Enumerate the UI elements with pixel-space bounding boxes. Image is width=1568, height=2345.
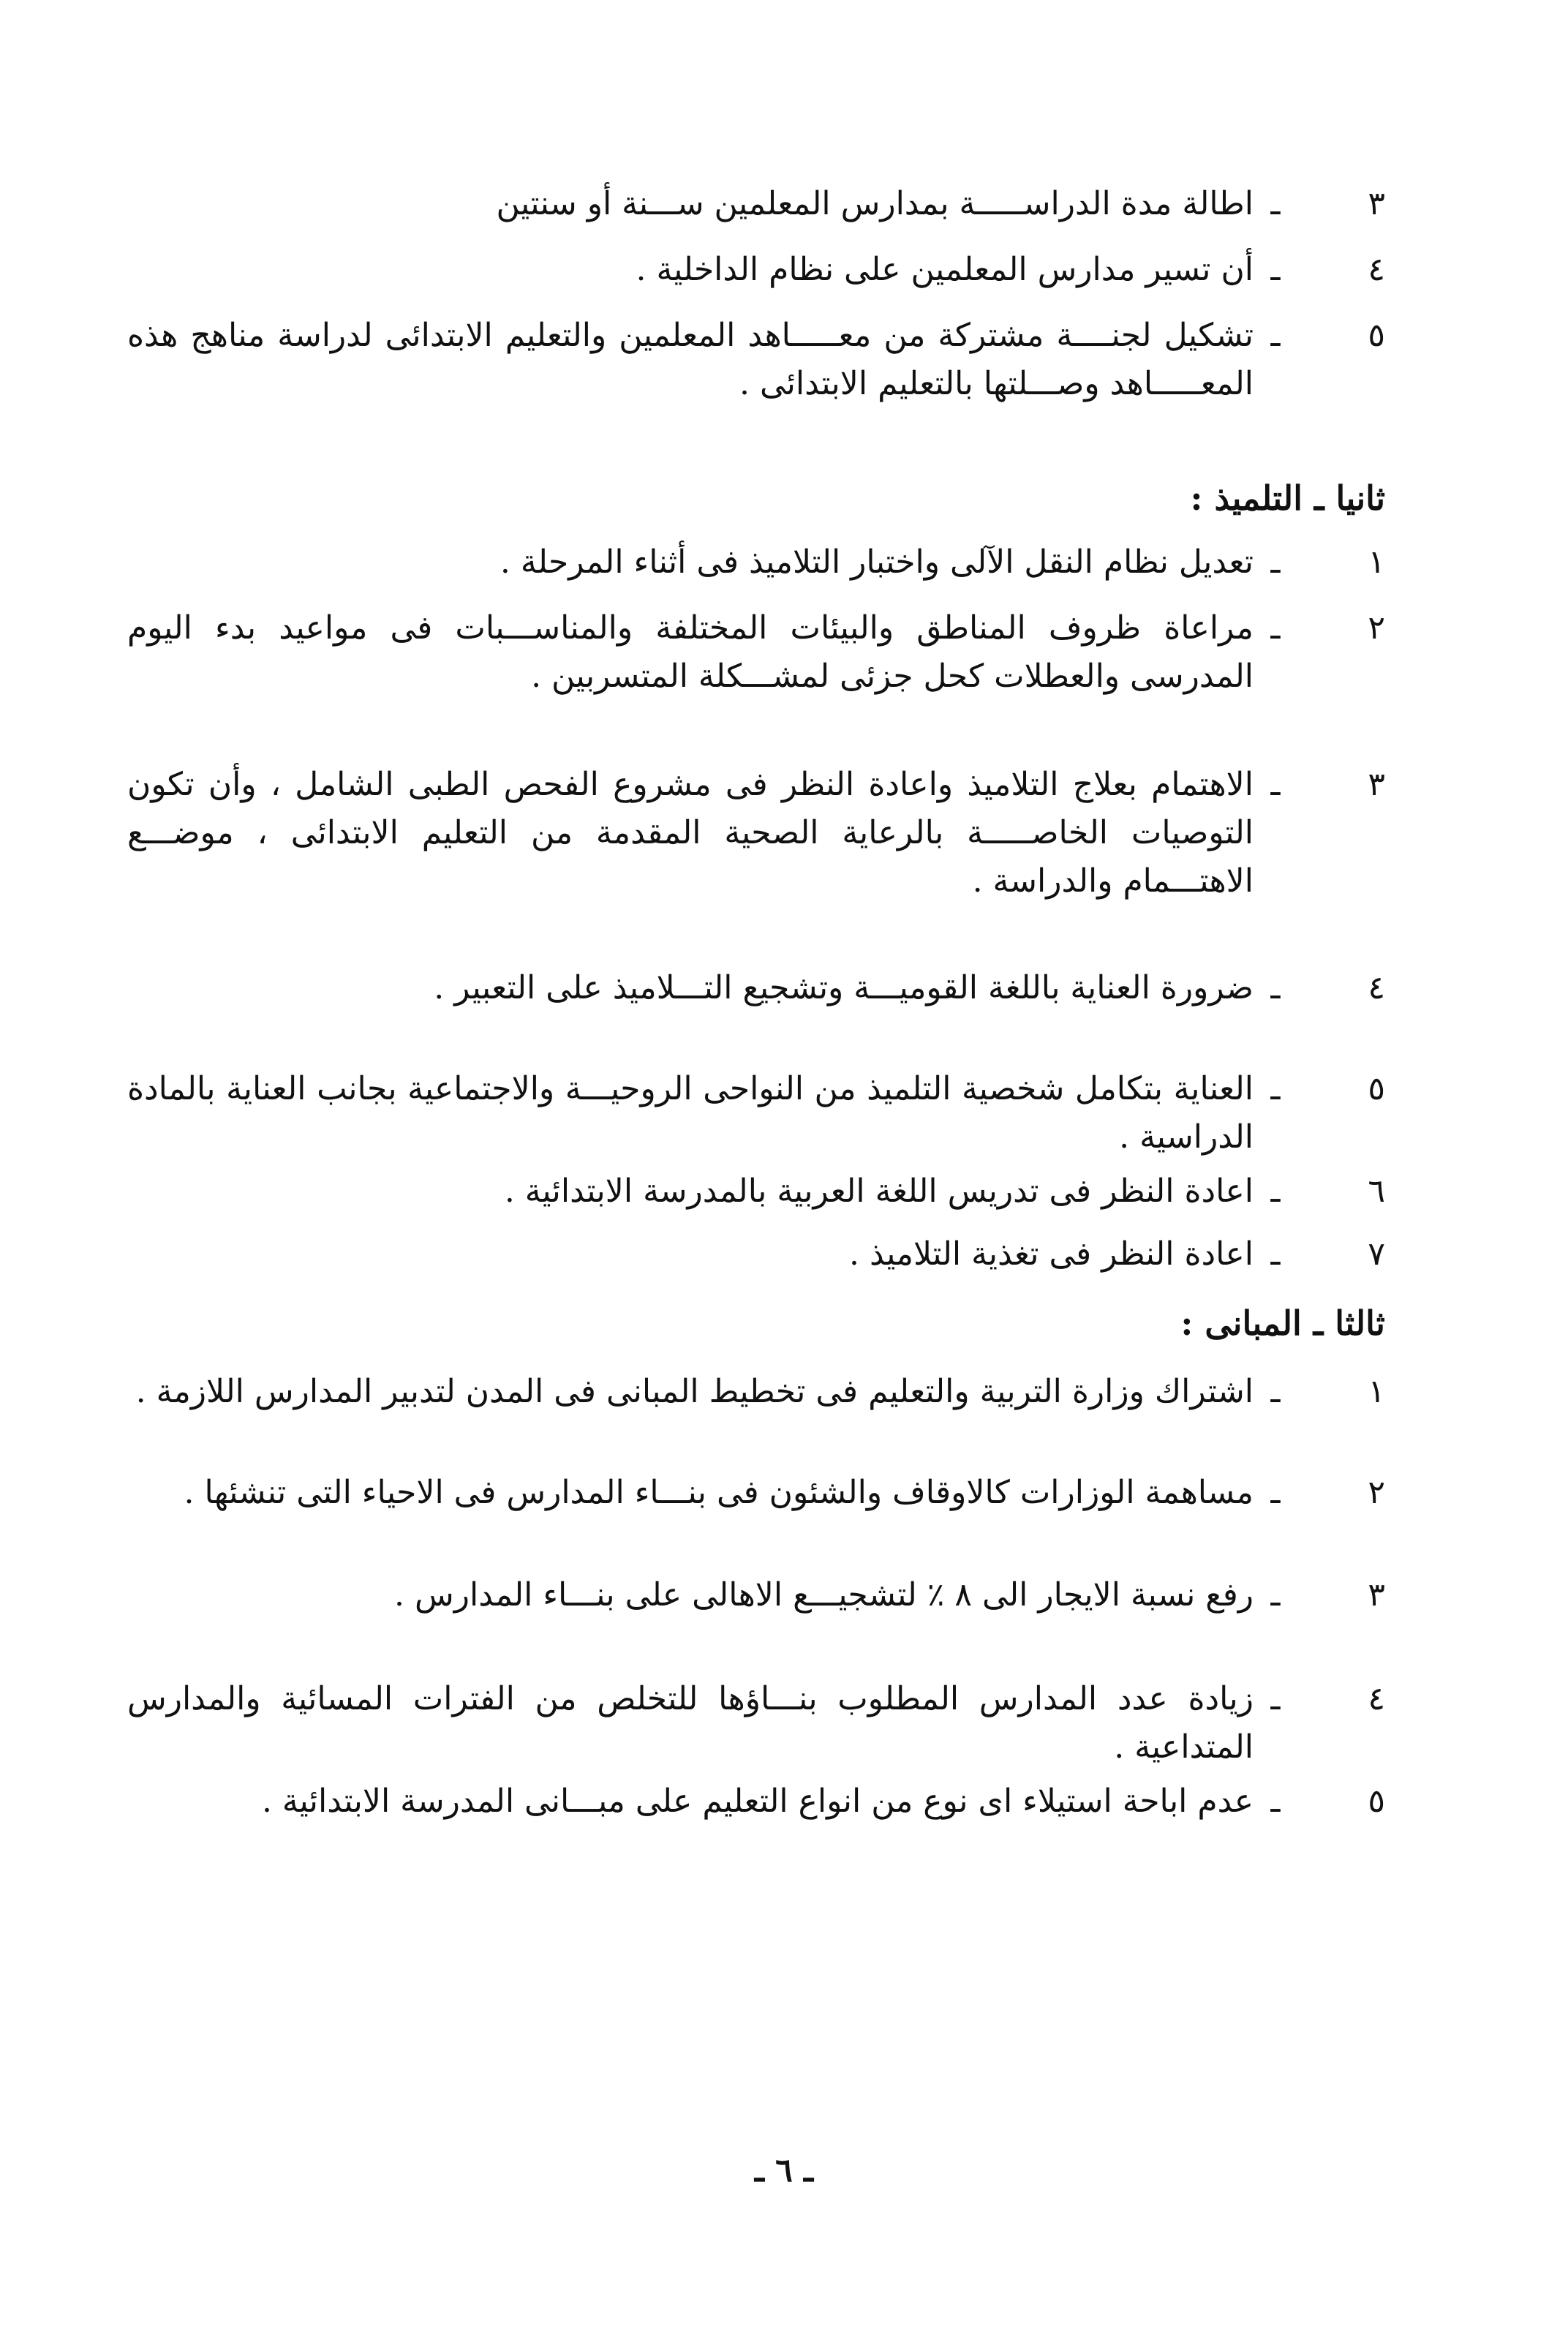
item-dash: ـ [1270, 609, 1281, 647]
item-dash: ـ [1270, 543, 1281, 581]
list-item [127, 1675, 1385, 1772]
item-dash: ـ [1270, 1235, 1281, 1273]
item-number: ٥ [1368, 317, 1385, 354]
item-number: ٢ [1368, 609, 1385, 647]
list-item [127, 1777, 1385, 1826]
page-number: ـ ٦ ـ [754, 2152, 814, 2189]
list-item [127, 1065, 1385, 1162]
item-number: ٢ [1368, 1474, 1385, 1511]
item-dash: ـ [1270, 185, 1281, 222]
item-number: ٧ [1368, 1235, 1385, 1273]
item-text: العناية بتكامل شخصية التلميذ من النواحى الروحيـــة والاجتماعية بجانب العناية بالمادة الدراسية . [127, 1070, 1254, 1156]
item-text: اطالة مدة الدراســـــة بمدارس المعلمين ســـنة أو سنتين [496, 185, 1254, 222]
list-item [127, 312, 1385, 408]
item-text: زيادة عدد المدارس المطلوب بنـــاؤها للتخلص من الفترات المسائية والمدارس المتداعية . [127, 1680, 1254, 1766]
item-text: مراعاة ظروف المناطق والبيئات المختلفة والمناســـبات فى مواعيد بدء اليوم المدرسى والعطلات كحل جزئى لمشـــكلة المتسربين . [127, 609, 1254, 695]
item-dash: ـ [1270, 1783, 1281, 1820]
list-item [127, 761, 1385, 906]
item-number: ١ [1368, 1373, 1385, 1410]
item-dash: ـ [1270, 1680, 1281, 1717]
item-text: تشكيل لجنــــة مشتركة من معـــــاهد المعلمين والتعليم الابتدائى لدراسة مناهج هذه المعـــــاهد وصـــلتها بالتعليم الابتدائى . [127, 317, 1254, 402]
item-dash: ـ [1270, 1373, 1281, 1410]
item-number: ٥ [1368, 1070, 1385, 1107]
item-dash: ـ [1270, 1474, 1281, 1511]
item-dash: ـ [1270, 1172, 1281, 1210]
list-item [127, 538, 1385, 587]
item-text: ضرورة العناية باللغة القوميـــة وتشجيع التـــلاميذ على التعبير . [434, 969, 1254, 1006]
item-number: ٥ [1368, 1783, 1385, 1820]
item-dash: ـ [1270, 766, 1281, 803]
item-number: ٣ [1368, 766, 1385, 803]
item-dash: ـ [1270, 251, 1281, 288]
item-text: اعادة النظر فى تدريس اللغة العربية بالمدرسة الابتدائية . [504, 1172, 1254, 1210]
item-number: ١ [1368, 543, 1385, 581]
list-item [127, 604, 1385, 701]
item-text: تعديل نظام النقل الآلى واختبار التلاميذ فى أثناء المرحلة . [500, 543, 1254, 581]
item-text: الاهتمام بعلاج التلاميذ واعادة النظر فى مشروع الفحص الطبى الشامل ، وأن تكون التوصيات الخاصـــــة بالرعاية الصحية المقدمة من التعليم الابتدائى ، موضـــع الاهتـــمام والدراسة . [127, 766, 1254, 900]
item-dash: ـ [1270, 1070, 1281, 1107]
list-item [127, 1167, 1385, 1216]
list-item [127, 964, 1385, 1012]
item-dash: ـ [1270, 969, 1281, 1006]
list-item [127, 1571, 1385, 1619]
item-number: ٦ [1368, 1172, 1385, 1210]
item-dash: ـ [1270, 317, 1281, 354]
section-heading-student: ثانيا ـ التلميذ : [1190, 478, 1385, 518]
section-heading-buildings: ثالثا ـ المبانى : [1180, 1303, 1385, 1343]
list-item [127, 1230, 1385, 1279]
list-item [127, 1368, 1385, 1416]
item-text: رفع نسبة الايجار الى ٨ ٪ لتشجيـــع الاهالى على بنـــاء المدارس . [394, 1576, 1254, 1614]
item-text: اعادة النظر فى تغذية التلاميذ . [849, 1235, 1254, 1273]
item-number: ٤ [1368, 1680, 1385, 1717]
item-number: ٣ [1368, 185, 1385, 222]
list-item [127, 180, 1385, 228]
list-item [127, 1469, 1385, 1517]
item-text: اشتراك وزارة التربية والتعليم فى تخطيط المبانى فى المدن لتدبير المدارس اللازمة . [135, 1373, 1254, 1410]
item-text: عدم اباحة استيلاء اى نوع من انواع التعليم على مبـــانى المدرسة الابتدائية . [261, 1783, 1254, 1820]
item-text: أن تسير مدارس المعلمين على نظام الداخلية . [636, 251, 1254, 288]
item-number: ٣ [1368, 1576, 1385, 1614]
item-number: ٤ [1368, 251, 1385, 288]
list-item [127, 246, 1385, 294]
item-text: مساهمة الوزارات كالاوقاف والشئون فى بنـــاء المدارس فى الاحياء التى تنشئها . [184, 1474, 1254, 1511]
item-dash: ـ [1270, 1576, 1281, 1614]
item-number: ٤ [1368, 969, 1385, 1006]
